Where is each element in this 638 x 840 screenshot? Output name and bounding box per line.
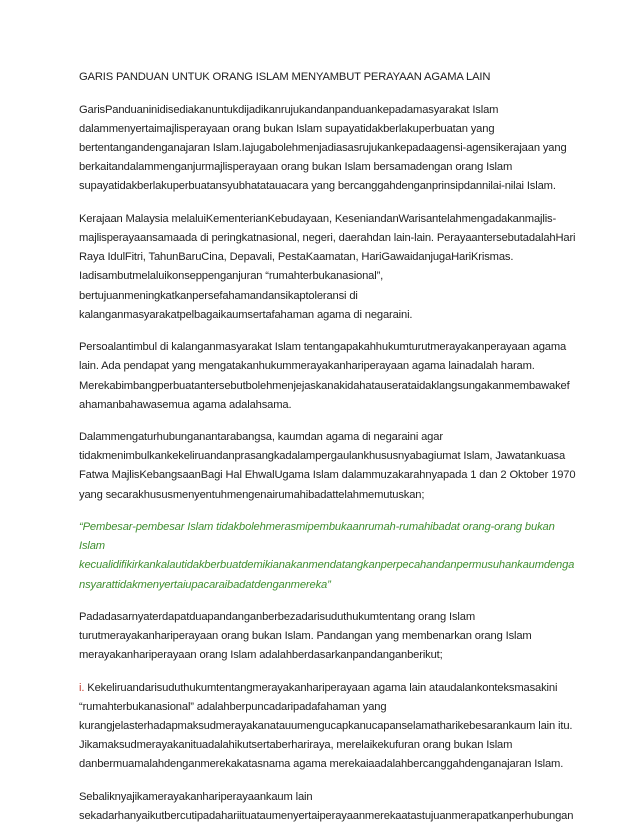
text-line: bertentangandenganajaran Islam.Iajugabolehmenjadiasasrujukankepadaagensi-agensikerajaan yang bbox=[79, 142, 567, 155]
text-line: Persoalantimbul di kalanganmasyarakat Islam tentangapakahhukumturutmerayakanperayaan agama bbox=[79, 341, 567, 354]
point-i bbox=[79, 679, 573, 774]
point-i-first-line: Kekeliruandarisuduthukumtentangmerayakanhariperayaan agama lain ataudalankonteksmasakini bbox=[84, 682, 558, 695]
text-line: danbermuamalahdenganmerekakatasnama agama merekaiaadalahbercanggahdenganajaran Islam. bbox=[79, 758, 564, 771]
paragraph-fatwa bbox=[79, 428, 576, 504]
text-line: Merekabimbangperbuatantersebutbolehmenjejaskanakidahatauserataidaklangsungakanmembawakef bbox=[79, 379, 570, 392]
text-line: GarisPanduaninidisediakanuntukdijadikanrujukandanpanduankepadamasyarakat Islam bbox=[79, 104, 499, 117]
text-line: berkaitandalammenganjurmajlisperayaan orang bukan Islam bersamadengan orang Islam bbox=[79, 161, 513, 174]
paragraph-closing bbox=[79, 788, 574, 826]
text-line: Kerajaan Malaysia melaluiKementerianKebudayaan, KeseniandanWarisantelahmengadakanmajlis- bbox=[79, 213, 557, 226]
fatwa-quote bbox=[79, 518, 575, 594]
text-line: Jikamaksudmerayakanituadalahikutsertaberhariraya, merelaikekufuran orang bukan Islam bbox=[79, 739, 513, 752]
text-line: Sebaliknyajikamerayakanhariperayaankaum lain bbox=[79, 791, 313, 804]
text-line: tidakmenimbulkankekeliruandanprasangkadalampergaulankhususnyabagiumat Islam, Jawatankuasa bbox=[79, 450, 566, 463]
text-line: Iadisambutmelaluikonseppenganjuran “rumahterbukanasional”, bbox=[79, 270, 384, 283]
quote-line: kecualidifikirkankalautidakberbuatdemikianakanmendatangkanperpecahandanpermusuhankaumdenga bbox=[79, 559, 575, 572]
paragraph-government bbox=[79, 210, 576, 325]
document-title: GARIS PANDUAN UNTUK ORANG ISLAM MENYAMBUT PERAYAAN AGAMA LAIN bbox=[79, 71, 491, 83]
text-line: kalanganmasyarakatpelbagaikaumsertafahaman agama di negaraini. bbox=[79, 308, 413, 321]
text-line: yang secarakhususmenyentuhmengenairumahibadattelahmemutuskan; bbox=[79, 488, 425, 501]
paragraph-intro bbox=[79, 101, 569, 196]
paragraph-views bbox=[79, 608, 569, 665]
text-line: Fatwa MajlisKebangsaanBagi Hal EhwalUgama Islam dalammuzakarahnyapada 1 dan 2 Oktober 1970 bbox=[79, 469, 576, 482]
text-line: “rumahterbukanasional” adalahberpuncadaripadafahaman yang bbox=[79, 701, 387, 714]
text-line: dalammenyertaimajlisperayaan orang bukan Islam supayatidakberlakuperbuatan yang bbox=[79, 123, 495, 136]
text-line: ahamanbahawasemua agama adalahsama. bbox=[79, 398, 292, 411]
text-line: bertujuanmeningkatkanpersefahamandansikaptoleransi di bbox=[79, 289, 358, 302]
text-line: merayakanhariperayaan orang Islam adalahberdasarkanpandanganberikut; bbox=[79, 649, 443, 662]
text-line bbox=[79, 679, 569, 698]
text-line: majlisperayaansamaada di peringkatnasional, negeri, daerahdan lain-lain. PerayaantersebutadalahHari bbox=[79, 232, 576, 245]
quote-line: Islam bbox=[79, 540, 105, 553]
text-line: supayatidakberlakuperbuatansyubhatatauacara yang bercanggahdenganprinsipdannilai-nilai Islam. bbox=[79, 180, 556, 193]
text-line: sekadarhanyaikutbercutipadahariituataumenyertaiperayaanmerekaatastujuanmerapatkanperhubungan bbox=[79, 810, 574, 823]
document-page bbox=[79, 68, 576, 840]
text-line: Padadasarnyaterdapatduapandanganberbezadarisuduthukumtentang orang Islam bbox=[79, 611, 475, 624]
paragraph-question bbox=[79, 338, 569, 414]
text-line: turutmerayakanhariperayaan orang bukan Islam. Pandangan yang membenarkan orang Islam bbox=[79, 630, 532, 643]
text-line: lain. Ada pendapat yang mengatakanhukummerayakanhariperayaan agama lainadalah haram. bbox=[79, 360, 535, 373]
quote-line: “Pembesar-pembesar Islam tidakbolehmerasmipembukaanrumah-rumahibadat orang-orang bukan bbox=[79, 521, 555, 534]
list-marker: i. bbox=[79, 682, 85, 695]
text-line: kurangjelasterhadapmaksudmerayakanatauumengucapkanucapanselamatharikebesarankaum lain itu. bbox=[79, 720, 573, 733]
text-line: Dalammengaturhubunganantarabangsa, kaumdan agama di negaraini agar bbox=[79, 431, 443, 444]
quote-line: nsyarattidakmenyertaiupacaraibadatdenganmereka” bbox=[79, 578, 331, 591]
text-line: Raya IdulFitri, TahunBaruCina, Depavali, PestaKaamatan, HariGawaidanjugaHariKrismas. bbox=[79, 251, 514, 264]
